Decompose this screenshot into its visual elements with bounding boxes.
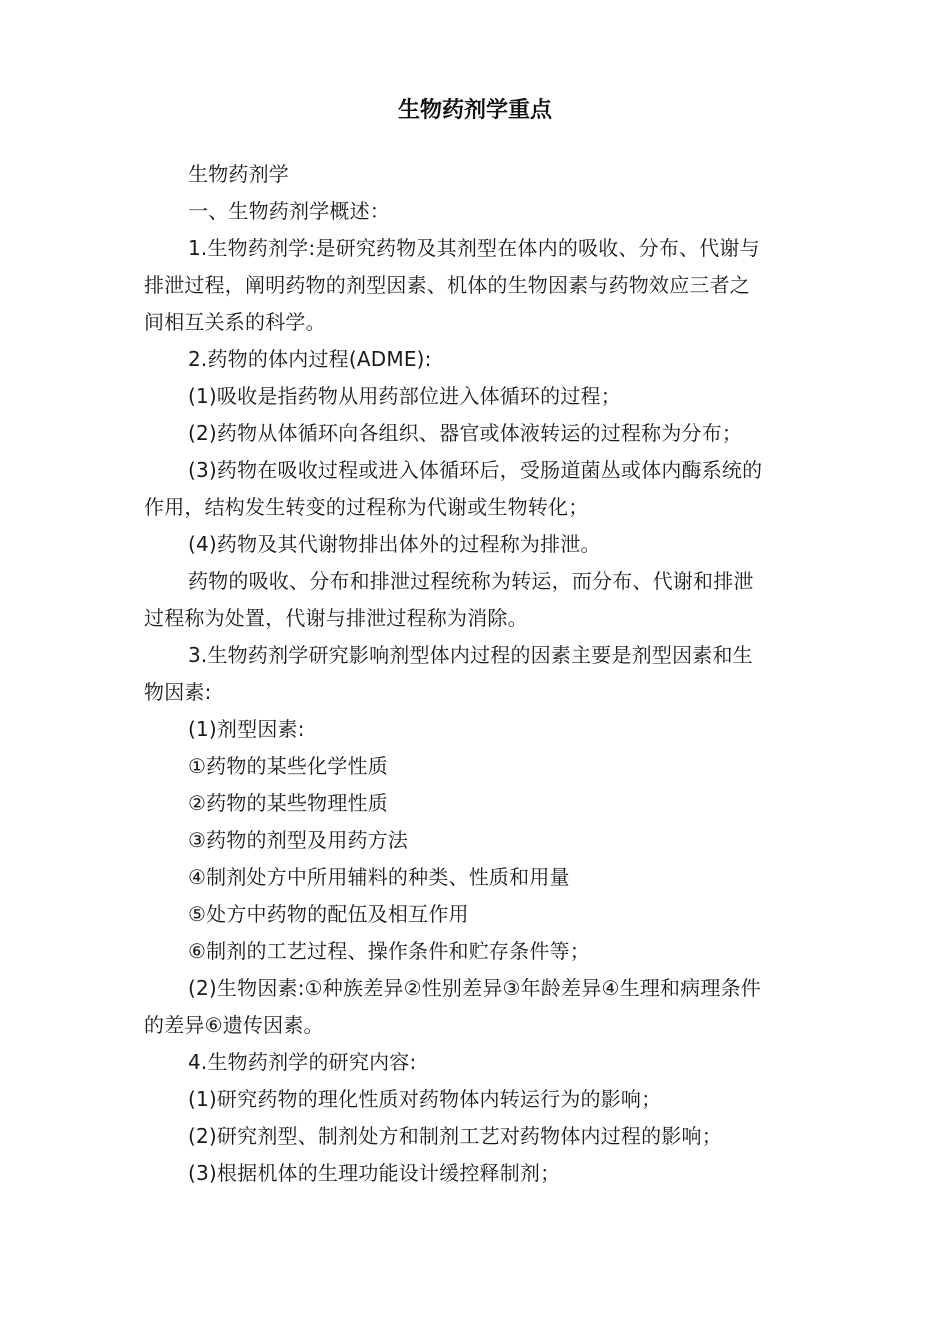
paragraph-line: (1)研究药物的理化性质对药物体内转运行为的影响； [188, 1087, 662, 1111]
paragraph-line: 1.生物药剂学:是研究药物及其剂型在体内的吸收、分布、代谢与 [188, 236, 760, 260]
paragraph-line: 作用，结构发生转变的过程称为代谢或生物转化； [144, 495, 589, 519]
list-item: ③药物的剂型及用药方法 [188, 828, 409, 852]
section-heading: 一、生物药剂学概述： [188, 199, 390, 223]
list-item: ④制剂处方中所用辅料的种类、性质和用量 [188, 865, 570, 889]
document-title: 生物药剂学重点 [397, 98, 552, 123]
paragraph-line: (3)根据机体的生理功能设计缓控释制剂； [188, 1161, 561, 1185]
paragraph-line: (2)生物因素:①种族差异②性别差异③年龄差异④生理和病理条件 [188, 976, 761, 1000]
document-body [144, 156, 806, 1192]
list-item: ⑥制剂的工艺过程、操作条件和贮存条件等； [188, 939, 590, 963]
paragraph-line: 3.生物药剂学研究影响剂型体内过程的因素主要是剂型因素和生 [188, 643, 753, 667]
list-item: ⑤处方中药物的配伍及相互作用 [188, 902, 469, 926]
paragraph-line: (4)药物及其代谢物排出体外的过程称为排泄。 [188, 532, 601, 556]
paragraph-line: (2)研究剂型、制剂处方和制剂工艺对药物体内过程的影响； [188, 1124, 722, 1148]
paragraph-line: (3)药物在吸收过程或进入体循环后，受肠道菌丛或体内酶系统的 [188, 458, 763, 482]
paragraph-line: (2)药物从体循环向各组织、器官或体液转运的过程称为分布； [188, 421, 743, 445]
paragraph-line: (1)吸收是指药物从用药部位进入体循环的过程； [188, 384, 621, 408]
paragraph-line: 4.生物药剂学的研究内容: [188, 1050, 417, 1074]
paragraph-line: 过程称为处置，代谢与排泄过程称为消除。 [144, 606, 528, 630]
paragraph-line: (1)剂型因素: [188, 717, 305, 741]
paragraph-line: 生物药剂学 [188, 162, 289, 186]
paragraph-line: 间相互关系的科学。 [144, 310, 326, 334]
paragraph-line: 2.药物的体内过程(ADME): [188, 347, 432, 371]
list-item: ①药物的某些化学性质 [188, 754, 388, 778]
paragraph-line: 物因素: [144, 680, 212, 704]
paragraph-line: 排泄过程，阐明药物的剂型因素、机体的生物因素与药物效应三者之 [144, 273, 750, 297]
paragraph-line: 的差异⑥遗传因素。 [144, 1013, 324, 1037]
paragraph-line: 药物的吸收、分布和排泄过程统称为转运，而分布、代谢和排泄 [188, 569, 754, 593]
list-item: ②药物的某些物理性质 [188, 791, 388, 815]
